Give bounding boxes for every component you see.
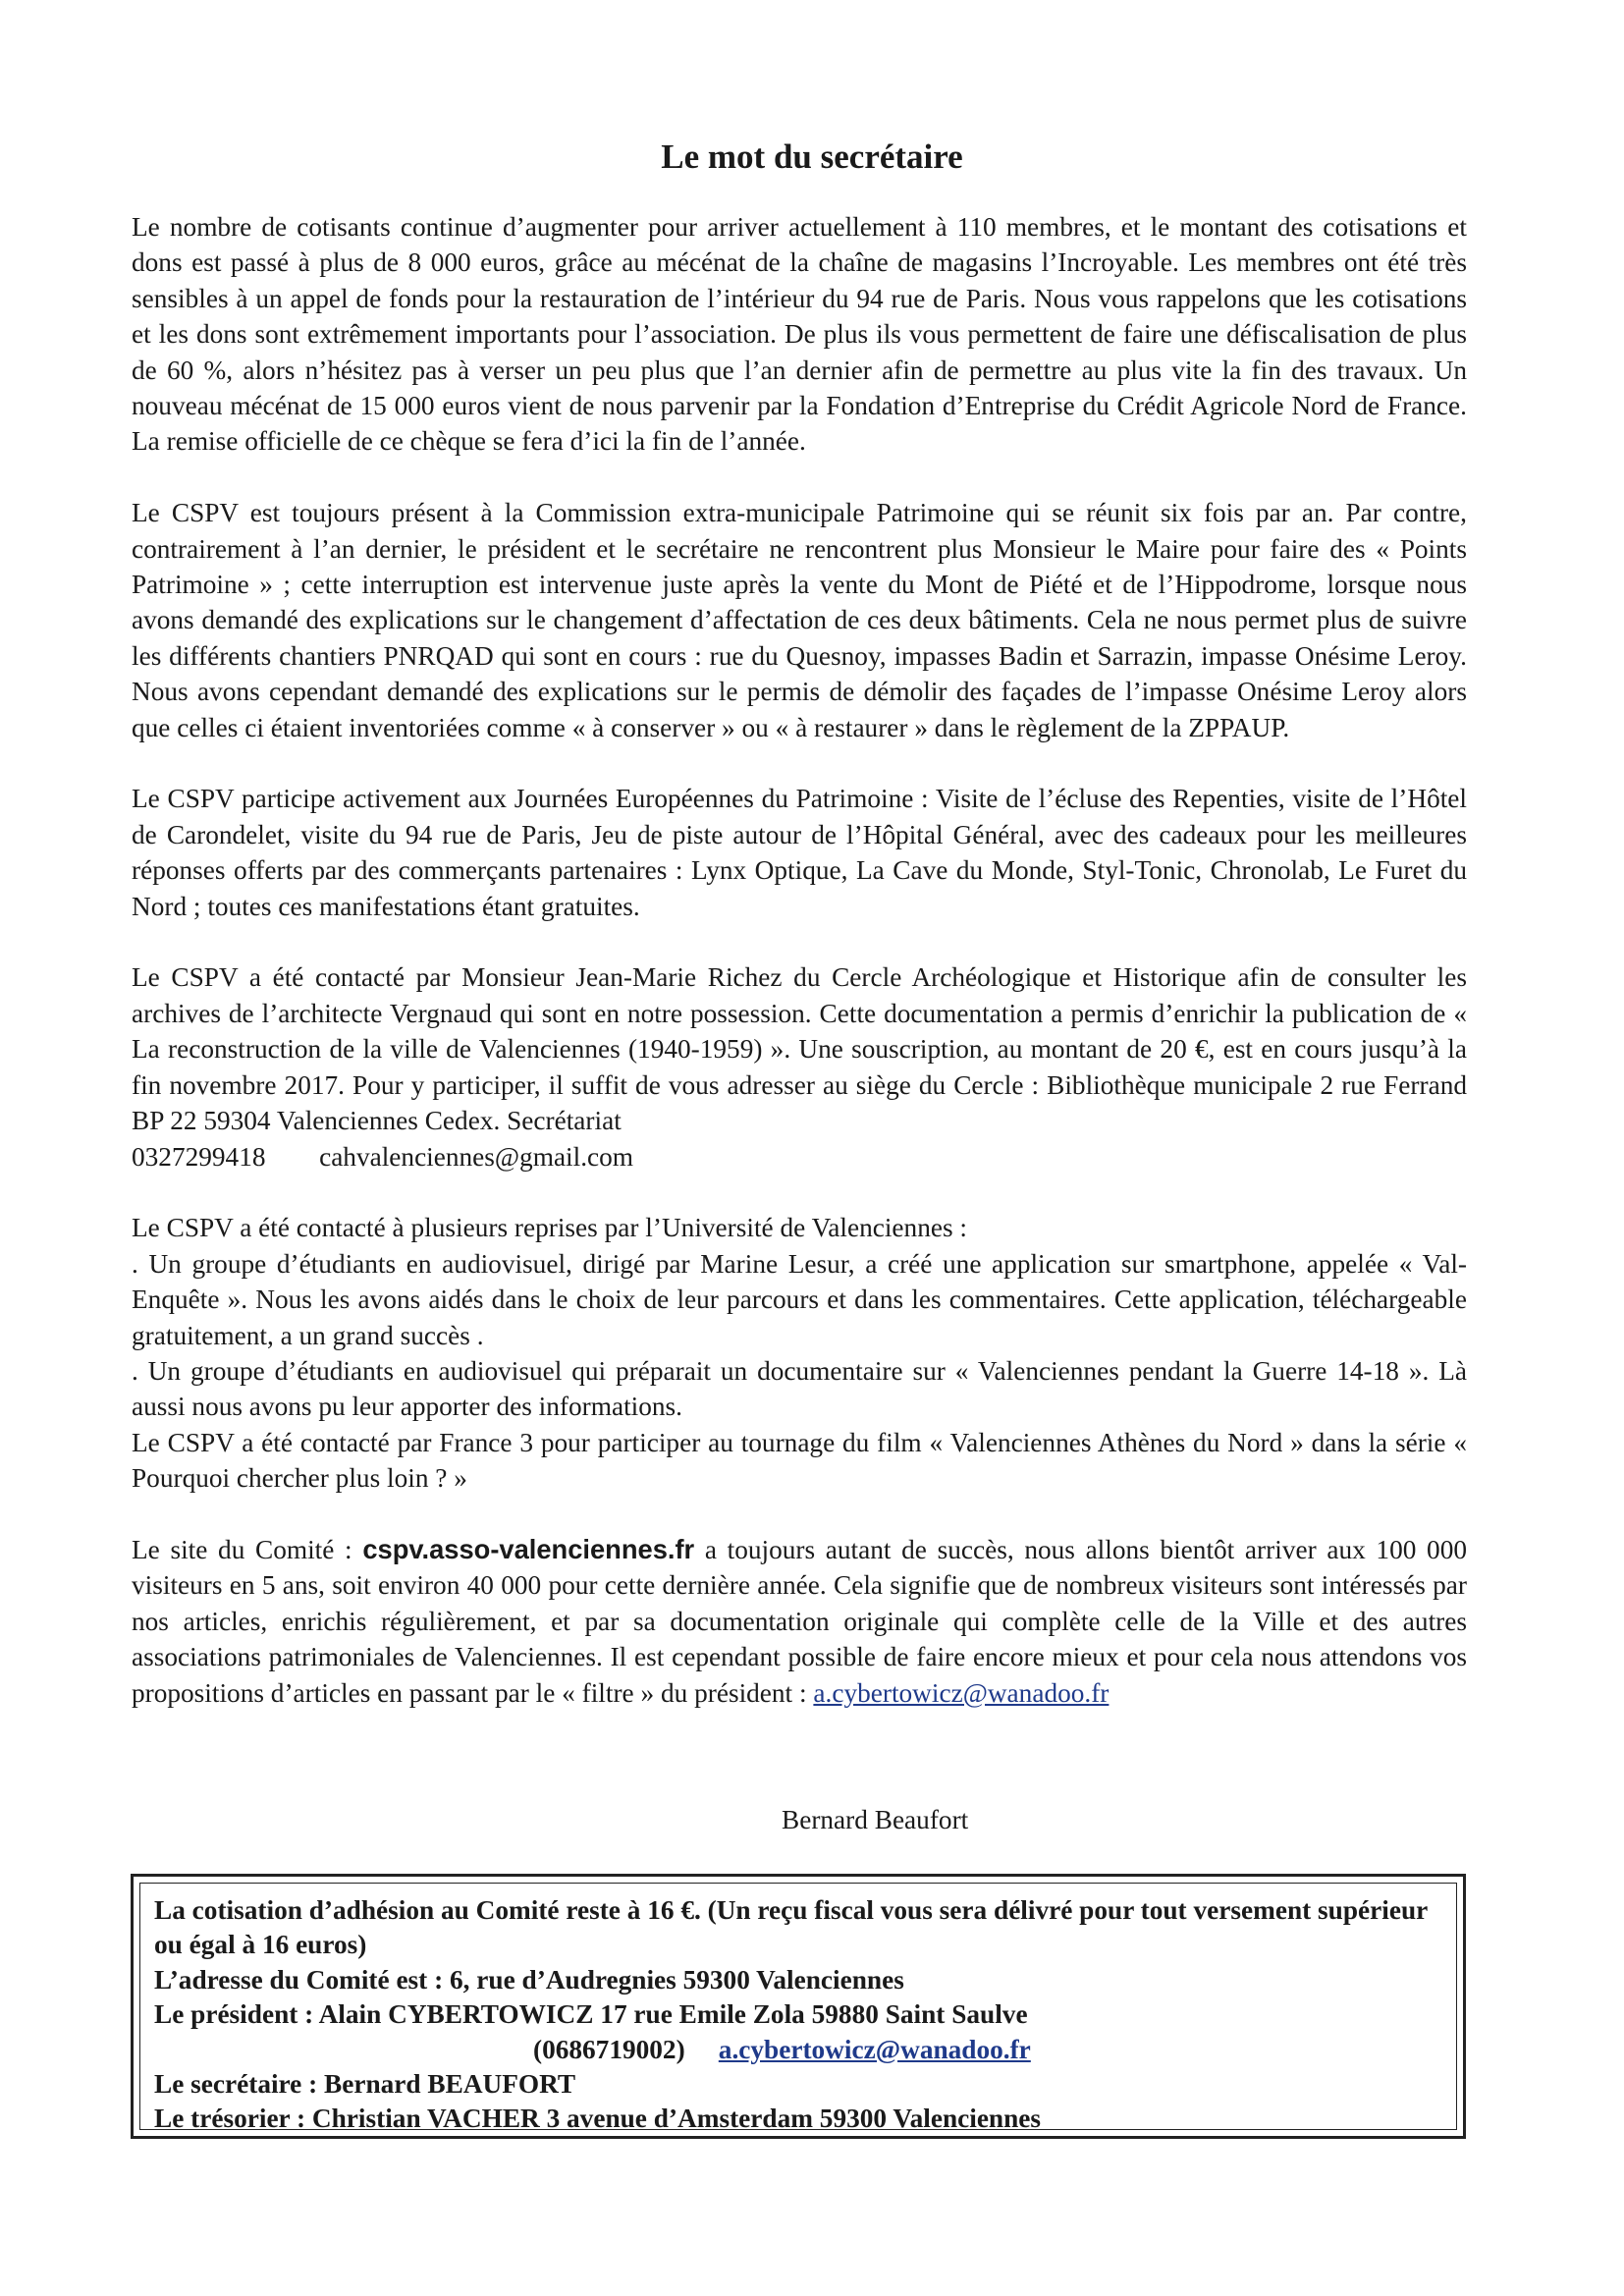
box-treasurer-line: Le trésorier : Christian VACHER 3 avenue d’Amsterdam 59300 Valenciennes [154, 2104, 1042, 2134]
box-fee-line: La cotisation d’adhésion au Comité reste à 16 €. (Un reçu fiscal vous sera délivré pour tout versement supérieur ou égal à 16 euros) [154, 1895, 1428, 1960]
paragraph-membership: Le nombre de cotisants continue d’augmenter pour arriver actuellement à 110 membres, et le montant des cotisations et dons est passé à plus de 8 000 euros, grâce au mécénat de la chaîne de magasins l’Incroyable. Les membres ont été très sensibles à un appel de fonds pour la restauration de l’intérieur du 94 rue de Paris. Nous vous rappelons que les cotisations et les dons sont extrêmement importants pour l’association. De plus ils vous permettent de faire une défiscalisation de plus de 60 %, alors n’hésitez pas à verser un peu plus que l’an dernier afin de permettre au plus vite la fin des travaux. Un nouveau mécénat de 15 000 euros vient de nous parvenir par la Fondation d’Entreprise du Crédit Agricole Nord de France. La remise officielle de ce chèque se fera d’ici la fin de l’année. [132, 212, 1467, 457]
box-address-line: L’adresse du Comité est : 6, rue d’Audregnies 59300 Valenciennes [154, 1964, 904, 1995]
paragraph-cercle-archeologique [132, 959, 1467, 1174]
website-before: Le site du Comité : [132, 1534, 363, 1564]
paragraph-website [132, 1532, 1467, 1711]
university-item-documentary: . Un groupe d’étudiants en audiovisuel qui préparait un documentaire sur « Valenciennes pendant la Guerre 14-18 ». Là aussi nous avons pu leur apporter des informations. [132, 1355, 1467, 1422]
page-title: Le mot du secrétaire [661, 137, 963, 176]
paragraph-heritage-days: Le CSPV participe activement aux Journées Européennes du Patrimoine : Visite de l’écluse des Repenties, visite de l’Hôtel de Carondelet, visite du 94 rue de Paris, Jeu de piste autour de l’Hôpital Général, avec des cadeaux pour les meilleures réponses offerts par des commerçants partenaires : Lynx Optique, La Cave du Monde, Styl-Tonic, Chronolab, Le Furet du Nord ; toutes ces manifestations étant gratuites. [132, 784, 1467, 921]
website-link[interactable]: cspv.asso-valenciennes.fr [362, 1533, 695, 1564]
box-email-link[interactable]: a.cybertowicz@wanadoo.fr [718, 2034, 1031, 2064]
president-email-link[interactable]: a.cybertowicz@wanadoo.fr [813, 1677, 1110, 1708]
box-secretary-line: Le secrétaire : Bernard BEAUFORT [154, 2069, 576, 2100]
box-contact-line [154, 2033, 1442, 2067]
signature: Bernard Beaufort [782, 1805, 969, 1834]
membership-info-box [131, 1874, 1466, 2139]
university-item-app: . Un groupe d’étudiants en audiovisuel, dirigé par Marine Lesur, a créé une application sur smartphone, appelée « Val-Enquête ». Nous les avons aidés dans le choix de leur parcours et dans les commentaires. Cette application, téléchargeable gratuitement, a un grand succès . [132, 1248, 1467, 1350]
cercle-text: Le CSPV a été contacté par Monsieur Jean-Marie Richez du Cercle Archéologique et Historique afin de consulter les archives de l’architecte Vergnaud qui sont en notre possession. Cette documentation a permis d’enrichir la publication de « La reconstruction de la ville de Valenciennes (1940-1959) ». Une souscription, au montant de 20 €, est en cours jusqu’à la fin novembre 2017. Pour y participer, il suffit de vous adresser au siège du Cercle : Bibliothèque municipale 2 rue Ferrand BP 22 59304 Valenciennes Cedex. Secrétariat [132, 962, 1467, 1136]
box-phone: (0686719002) [533, 2034, 685, 2064]
membership-info-inner [139, 1883, 1457, 2134]
university-intro: Le CSPV a été contacté à plusieurs reprises par l’Université de Valenciennes : [132, 1213, 967, 1243]
article-body [132, 209, 1467, 1711]
paragraph-university [132, 1210, 1467, 1496]
france3-text: Le CSPV a été contacté par France 3 pour participer au tournage du film « Valenciennes Athènes du Nord » dans la série « Pourquoi chercher plus loin ? » [132, 1427, 1467, 1494]
paragraph-commission: Le CSPV est toujours présent à la Commission extra-municipale Patrimoine qui se réunit six fois par an. Par contre, contrairement à l’an dernier, le président et le secrétaire ne rencontrent plus Monsieur le Maire pour faire des « Points Patrimoine » ; cette interruption est intervenue juste après la vente du Mont de Piété et de l’Hippodrome, lorsque nous avons demandé des explications sur le changement d’affectation de ces deux bâtiments. Cela ne nous permet plus de suivre les différents chantiers PNRQAD qui sont en cours : rue du Quesnoy, impasses Badin et Sarrazin, impasse Onésime Leroy. Nous avons cependant demandé des explications sur le permis de démolir des façades de l’impasse Onésime Leroy alors que celles ci étaient inventoriées comme « à conserver » ou « à restaurer » dans le règlement de la ZPPAUP. [132, 498, 1467, 742]
box-president-line: Le président : Alain CYBERTOWICZ 17 rue Emile Zola 59880 Saint Saulve [154, 1999, 1028, 2030]
cercle-contact: 0327299418 cahvalenciennes@gmail.com [132, 1141, 634, 1172]
website-after: a toujours autant de succès, nous allons bientôt arriver aux 100 000 visiteurs en 5 ans, soit environ 40 000 pour cette dernière année. Cela signifie que de nombreux visiteurs sont intéressés par nos articles, enrichis régulièrement, et par sa documentation originale qui complète celle de la Ville et des autres associations patrimoniales de Valenciennes. Il est cependant possible de faire encore mieux et pour cela nous attendons vos propositions d’articles en passant par le « filtre » du président : [132, 1534, 1467, 1708]
